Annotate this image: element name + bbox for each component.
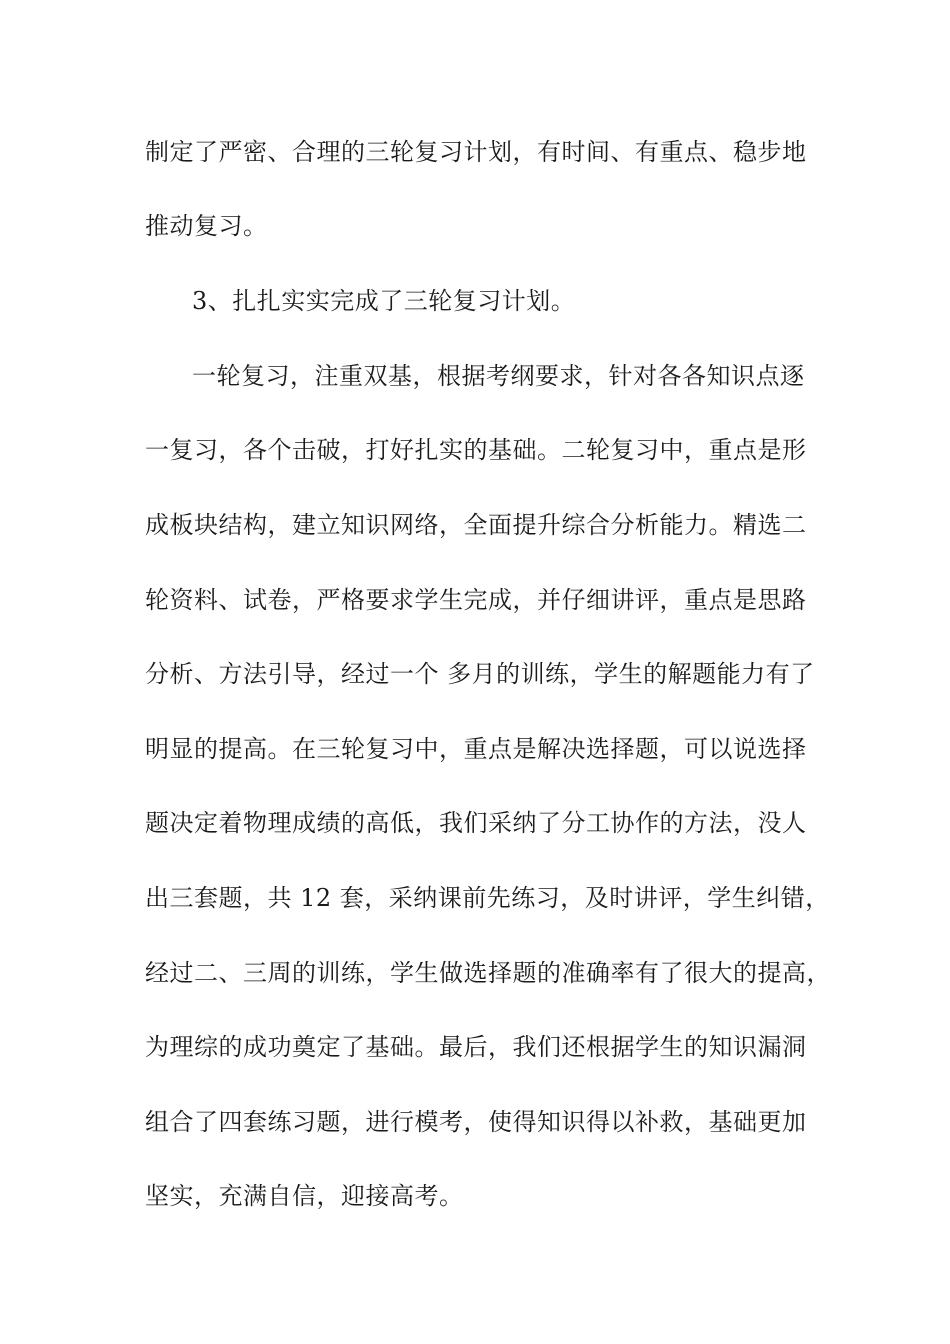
text-line: 推动复习。 — [145, 212, 268, 240]
text-line: 成板块结构，建立知识网络，全面提升综合分析能力。精选二 — [145, 511, 807, 539]
numbered-heading: 3、扎扎实实完成了三轮复习计划。 — [192, 287, 576, 315]
text-line: 出三套题，共 12 套，采纳课前先练习，及时讲评，学生纠错， — [145, 884, 830, 912]
text-line: 明显的提高。在三轮复习中，重点是解决选择题，可以说选择 — [145, 735, 807, 763]
text-line: 为理综的成功奠定了基础。最后，我们还根据学生的知识漏洞 — [145, 1033, 807, 1061]
text-line: 制定了严密、合理的三轮复习计划，有时间、有重点、稳步地 — [145, 138, 807, 166]
text-line: 分析、方法引导，经过一个 多月的训练，学生的解题能力有了 — [145, 660, 815, 688]
text-line: 轮资料、试卷，严格要求学生完成，并仔细讲评，重点是思路 — [145, 586, 807, 614]
text-line: 题决定着物理成绩的高低，我们采纳了分工协作的方法，没人 — [145, 809, 807, 837]
text-line: 组合了四套练习题，进行模考，使得知识得以补救，基础更加 — [145, 1108, 807, 1136]
text-line: 经过二、三周的训练，学生做选择题的准确率有了很大的提高， — [145, 959, 831, 987]
paragraph-first-line: 一轮复习，注重双基，根据考纲要求，针对各各知识点逐 — [192, 362, 805, 390]
text-line: 一复习，各个击破，打好扎实的基础。二轮复习中，重点是形 — [145, 436, 807, 464]
text-line: 坚实，充满自信，迎接高考。 — [145, 1182, 464, 1210]
